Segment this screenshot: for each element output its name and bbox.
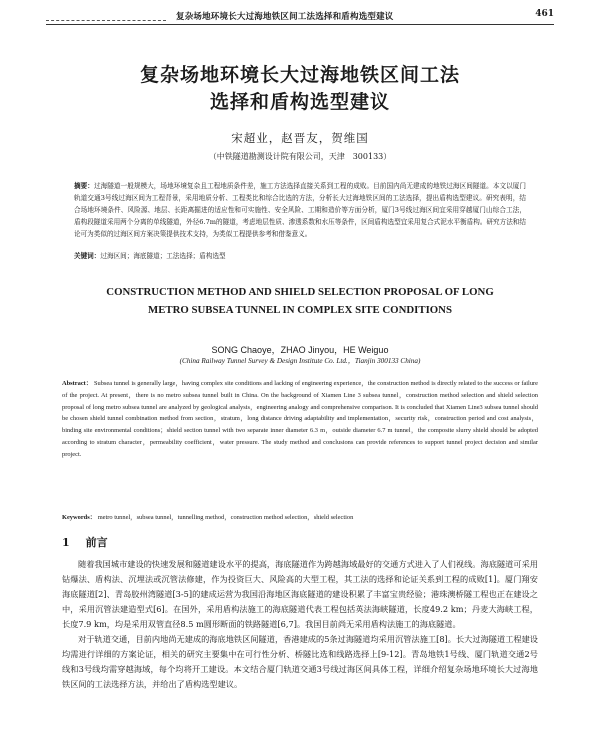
section-heading	[62, 534, 108, 550]
abstract-en-text: Subsea tunnel is generally large，having complex site conditions and lacking of engineering experience，the construction method is directly related to the success or failure of the project. At present，there is no metro subsea tunnel built in China. On the background of Xiamen Line 3 subsea tunnel，construction method selection and shield selection proposal of long metro subsea tunnel are analyzed by geological analysis，engineering analogy and comprehensive comparison. It is concluded that Xiamen Line3 subsea tunnel should be chosen shield tunnel combination method from section，stratum，long distance driving adaptability and implementation，security risk，construction period and cost analysis，binding site environmental conditions；shield section tunnel with two separate inner diameter 6.3 m，outside diameter 6.7 m tunnel，the composite slurry shield should be adopted according to stratum character，permeability coefficient，water pressure. The study method and conclusions can provide references to support tunnel project decision and similar project.	[62, 380, 538, 458]
affiliation-en: (China Railway Tunnel Survey & Design Institute Co. Ltd.，Tianjin 300133 China)	[179, 357, 421, 365]
header-divider	[46, 20, 166, 21]
keywords-en	[62, 512, 538, 521]
body-paragraph: 对于轨道交通，目前内地尚无建成的海底地铁区间隧道，香港建成的5条过海隧道均采用沉管法施工[8]。长大过海隧道工程建设均需进行详细的方案论证，相关的研究主要集中在可行性分析、桥隧比选和线路选择上[9-12]。青岛地铁1号线、厦门轨道交通2号线和3号线均需穿越海域，每个均将开工建设。本文结合厦门轨道交通3号线过海区间具体工程，详细介绍复杂场地环境长大过海地铁区间的工法选择方法，并给出了盾构选型建议。	[62, 634, 538, 689]
keywords-cn-text: 过海区间；海底隧道；工法选择；盾构选型	[100, 252, 226, 260]
page-number: 461	[535, 9, 554, 19]
affiliation-cn: （中铁隧道勘测设计院有限公司，天津 300133）	[208, 152, 392, 161]
running-header	[46, 8, 554, 25]
section-number: 1	[62, 536, 70, 549]
abstract-en	[62, 378, 538, 461]
title-cn-line-2: 选择和盾构选型建议	[209, 91, 390, 113]
title-en-line-2: METRO SUBSEA TUNNEL IN COMPLEX SITE CONDITIONS	[148, 304, 452, 316]
keywords-cn-label: 关键词：	[74, 252, 101, 260]
keywords-cn	[74, 250, 526, 260]
abstract-en-label: Abstract：	[62, 380, 93, 387]
running-header-title: 复杂场地环境长大过海地铁区间工法选择和盾构选型建议	[176, 12, 394, 22]
paper-title-en	[60, 283, 540, 319]
title-en-line-1: CONSTRUCTION METHOD AND SHIELD SELECTION PROPOSAL OF LONG	[106, 286, 494, 298]
abstract-cn	[74, 180, 526, 240]
section-title: 前言	[85, 536, 108, 549]
title-cn-line-1: 复杂场地环境长大过海地铁区间工法	[139, 64, 460, 86]
keywords-en-text: metro tunnel，subsea tunnel，tunnelling method，construction method selection，shield selection	[97, 514, 354, 521]
paper-title-cn	[40, 62, 560, 116]
authors-cn: 宋超业，赵晋友，贺维国	[231, 131, 369, 145]
abstract-cn-text: 过海隧道一般规模大，场地环境复杂且工程地质条件差，施工方法选择直接关系到工程的成败。目前国内尚无建成的地铁过海区间隧道。本文以厦门轨道交通3号线过海区间为工程背景，采用地质分析、工程类比和综合比选的方法，分析长大过海地铁区间的工法选择，提出盾构选型建议。研究表明，结合场地环境条件、风险源、地层、长距离掘进的适应性和可实施性、安全风险、工期和造价等方面分析，厦门3号线过海区间宜采用穿越厦门山综合工法，盾构段隧道采用两个分离的单线隧道，外径6.7m的隧道，考虑地层性质、渗透系数和水压等条件，区间盾构选型宜采用复合式泥水平衡盾构。研究方法和结论可为类似的过海区间方案决策提供技术支持，为类似工程提供参考和借鉴意义。	[74, 182, 527, 238]
abstract-cn-label: 摘要：	[74, 182, 94, 190]
authors-en: SONG Chaoye，ZHAO Jinyou，HE Weiguo	[211, 345, 389, 355]
section-body	[62, 557, 538, 692]
body-paragraph: 随着我国城市建设的快速发展和隧道建设水平的提高，海底隧道作为跨越海域最好的交通方式进入了人们视线。海底隧道可采用钻爆法、盾构法、沉埋法或沉管法修建，作为投资巨大、风险高的大型工程，其工法的选择和论证关系到工程的成败[1]。厦门翔安海底隧道[2]、青岛胶州湾隧道[3-5]的建成运营为我国沿海地区海底隧道的建设积累了丰富宝贵经验；港珠澳桥隧工程也正在建设之中，采用沉管法建造型式[6]。在国外，采用盾构法施工的海底隧道代表工程包括英法海峡隧道，长度49.2 km；丹麦大海峡工程，长度7.9 km，均是采用双管直径8.5 m圆形断面的铁路隧道[6,7]。我国目前尚无采用盾构法施工的海底隧道。	[62, 559, 538, 629]
keywords-en-label: Keywords：	[62, 514, 97, 521]
